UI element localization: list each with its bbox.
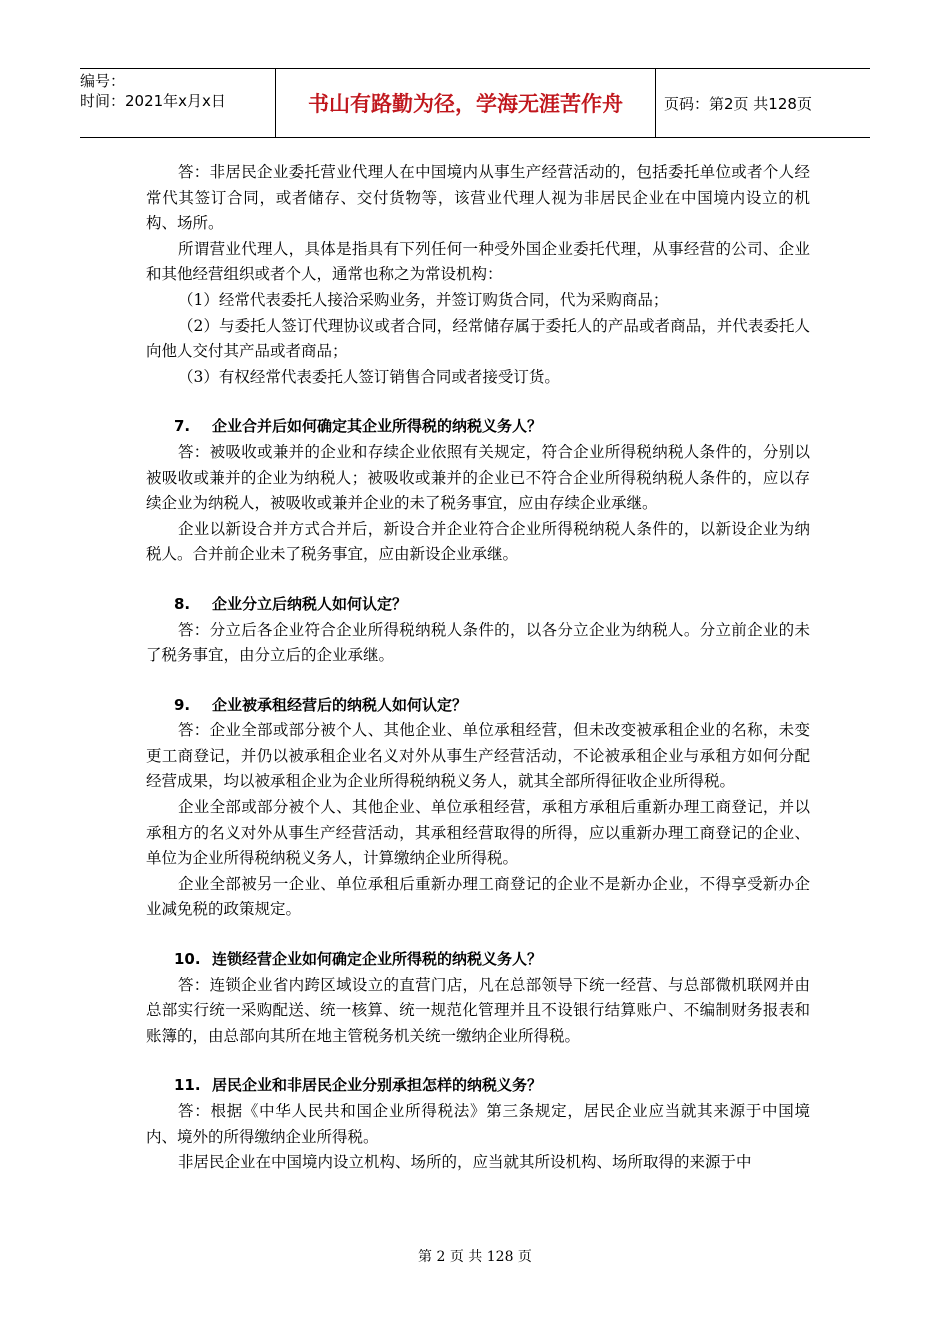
body-paragraph: （1）经常代表委托人接洽采购业务，并签订购货合同，代为采购商品； <box>178 290 669 309</box>
body-paragraph: （3）有权经常代表委托人签订销售合同或者接受订货。 <box>178 367 560 386</box>
question-text: 企业被承租经营后的纳税人如何认定？ <box>212 695 468 714</box>
question-text: 居民企业和非居民企业分别承担怎样的纳税义务？ <box>212 1076 543 1095</box>
question-number: 9. <box>174 695 191 714</box>
section-spacer <box>146 1049 810 1073</box>
section-spacer <box>146 923 810 947</box>
section-spacer <box>146 669 810 693</box>
body-paragraph: （2）与委托人签订代理协议或者合同，经常储存属于委托人的产品或者商品，并代表委托人向他人交付其产品或者商品； <box>146 316 810 361</box>
section-spacer <box>146 568 810 592</box>
body-paragraph: 企业全部被另一企业、单位承租后重新办理工商登记的企业不是新办企业，不得享受新办企业减免税的政策规定。 <box>146 874 810 919</box>
question-heading <box>146 1073 810 1099</box>
page-footer: 第 2 页 共 128 页 <box>418 1249 532 1265</box>
question-number: 11. <box>174 1076 201 1095</box>
body-paragraph: 答：被吸收或兼并的企业和存续企业依照有关规定，符合企业所得税纳税人条件的，分别以被吸收或兼并的企业为纳税人；被吸收或兼并的企业已不符合企业所得税纳税人条件的，应以存续企业为纳税人，被吸收或兼并企业的未了税务事宜，应由存续企业承继。 <box>146 442 810 513</box>
body-paragraph: 所谓营业代理人，具体是指具有下列任何一种受外国企业委托代理，从事经营的公司、企业和其他经营组织或者个人，通常也称之为常设机构： <box>146 239 810 284</box>
body-paragraph: 企业以新设合并方式合并后，新设合并企业符合企业所得税纳税人条件的，以新设企业为纳税人。合并前企业未了税务事宜，应由新设企业承继。 <box>146 519 810 564</box>
question-text: 企业合并后如何确定其企业所得税的纳税义务人？ <box>212 417 543 436</box>
document-code-label: 编号： <box>80 72 126 90</box>
body-paragraph: 非居民企业在中国境内设立机构、场所的，应当就其所设机构、场所取得的来源于中 <box>178 1153 752 1172</box>
body-paragraph: 答：连锁企业省内跨区域设立的直营门店，凡在总部领导下统一经营、与总部微机联网并由总部实行统一采购配送、统一核算、统一规范化管理并且不设银行结算账户、不编制财务报表和账簿的，由总部向其所在地主管税务机关统一缴纳企业所得税。 <box>146 975 810 1045</box>
header-page-info: 页码：第2页 共128页 <box>664 94 812 113</box>
header-motto: 书山有路勤为径，学海无涯苦作舟 <box>276 69 656 137</box>
question-text: 连锁经营企业如何确定企业所得税的纳税义务人？ <box>212 950 543 969</box>
document-body <box>146 160 810 1176</box>
body-paragraph: 答：根据《中华人民共和国企业所得税法》第三条规定，居民企业应当就其来源于中国境内、境外的所得缴纳企业所得税。 <box>146 1102 810 1146</box>
body-paragraph: 答：分立后各企业符合企业所得税纳税人条件的，以各分立企业为纳税人。分立前企业的未了税务事宜，由分立后的企业承继。 <box>146 620 810 665</box>
body-paragraph: 企业全部或部分被个人、其他企业、单位承租经营，承租方承租后重新办理工商登记，并以承租方的名义对外从事生产经营活动，其承租经营取得的所得，应以重新办理工商登记的企业、单位为企业所得税纳税义务人，计算缴纳企业所得税。 <box>146 798 810 868</box>
body-paragraph: 答：非居民企业委托营业代理人在中国境内从事生产经营活动的，包括委托单位或者个人经常代其签订合同，或者储存、交付货物等，该营业代理人视为非居民企业在中国境内设立的机构、场所。 <box>146 163 810 233</box>
question-number: 7. <box>174 417 191 436</box>
question-heading <box>146 693 810 719</box>
header-meta <box>80 69 276 137</box>
body-paragraph: 答：企业全部或部分被个人、其他企业、单位承租经营，但未改变被承租企业的名称，未变更工商登记，并仍以被承租企业名义对外从事生产经营活动，不论被承租企业与承租方如何分配经营成果，均以被承租企业为企业所得税纳税义务人，就其全部所得征收企业所得税。 <box>146 721 810 791</box>
page-header <box>80 68 870 138</box>
document-time: 时间：2021年x月x日 <box>80 92 226 110</box>
question-heading <box>146 414 810 440</box>
question-text: 企业分立后纳税人如何认定？ <box>212 594 408 613</box>
question-heading <box>146 592 810 618</box>
section-spacer <box>146 390 810 414</box>
question-number: 8. <box>174 594 191 613</box>
question-number: 10. <box>174 950 201 969</box>
question-heading <box>146 947 810 973</box>
